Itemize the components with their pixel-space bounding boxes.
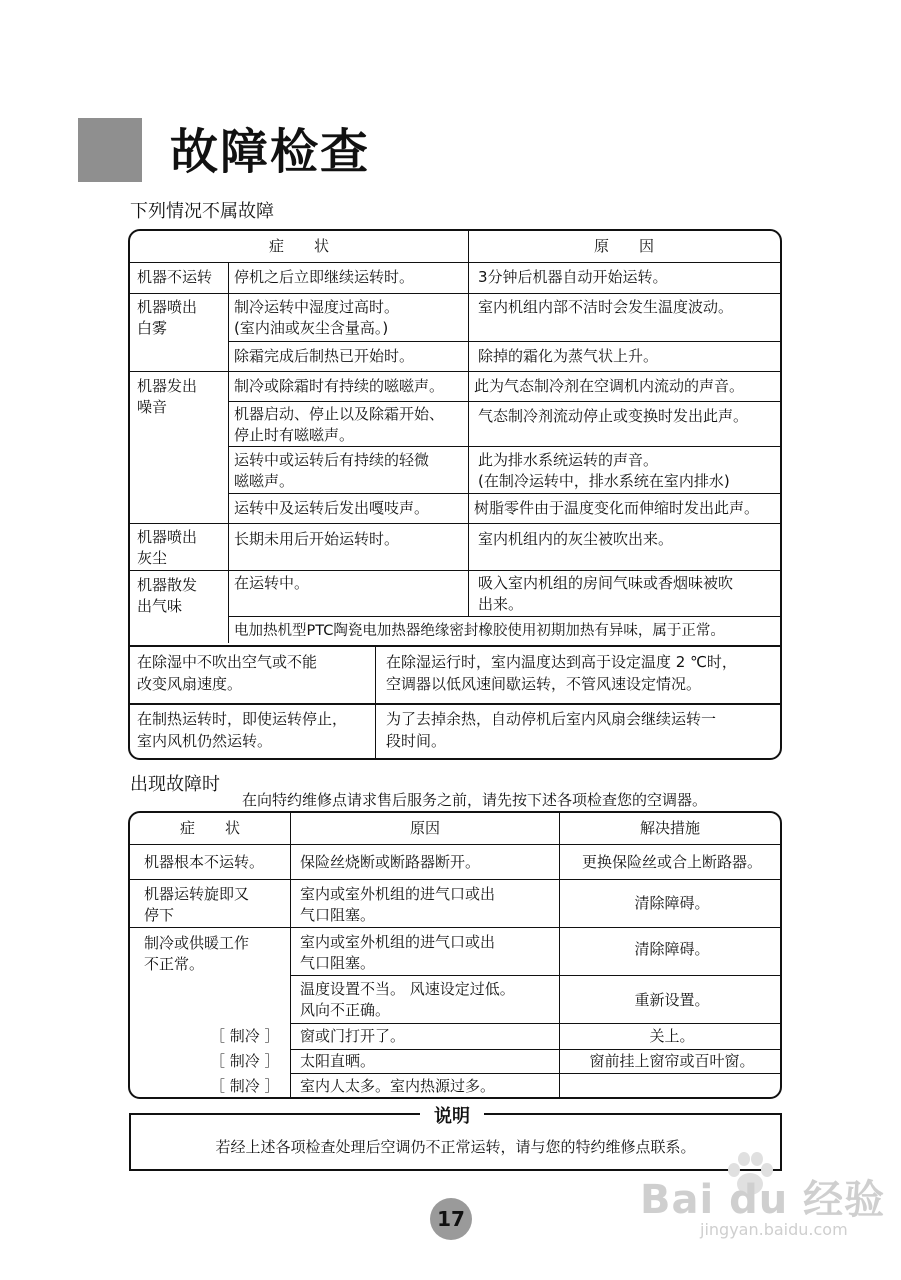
mode-tag: ［ 制冷 ］: [210, 1052, 280, 1070]
reason-text: (在制冷运转中，排水系统在室内排水): [478, 472, 730, 490]
symptom-text: 制冷或除霜时有持续的嗞嗞声。: [234, 377, 445, 395]
note-label: 说明: [420, 1102, 484, 1128]
symptom-text: 在制热运转时，即使运转停止，: [137, 710, 348, 728]
symptom-text: 停下: [144, 906, 175, 924]
page-title: 故障检查: [170, 124, 371, 180]
reason-text: 此为排水系统运转的声音。: [478, 451, 659, 469]
symptom-text: 在运转中。: [234, 574, 310, 592]
symptom-text: 除霜完成后制热已开始时。: [234, 347, 415, 365]
category-label: 机器发出: [137, 377, 198, 395]
reason-text: 室内或室外机组的进气口或出: [300, 885, 496, 903]
reason-text: 气口阻塞。: [300, 954, 376, 972]
reason-text: 出来。: [478, 595, 524, 613]
reason-text: 室内机组内部不洁时会发生温度波动。: [478, 298, 734, 316]
watermark-url: jingyan.baidu.com: [700, 1220, 848, 1239]
symptom-text: 停止时有嗞嗞声。: [234, 426, 355, 444]
fix-text: 关上。: [649, 1027, 695, 1045]
symptom-text: 制冷或供暖工作: [144, 934, 250, 952]
reason-text: 吸入室内机组的房间气味或香烟味被吹: [478, 574, 734, 592]
reason-text: 室内机组内的灰尘被吹出来。: [478, 530, 674, 548]
reason-text: 保险丝烧断或断路器断开。: [300, 853, 481, 871]
reason-text: 除掉的霜化为蒸气状上升。: [478, 347, 659, 365]
reason-text: 为了去掉余热，自动停机后室内风扇会继续运转一: [386, 710, 717, 728]
troubleshooting-table: [128, 811, 782, 1099]
symptom-text: 制冷运转中湿度过高时。: [234, 298, 400, 316]
reason-text: 室内或室外机组的进气口或出: [300, 933, 496, 951]
title-block-decoration: [78, 118, 142, 182]
page-number: 17: [430, 1198, 472, 1240]
fix-text: 更换保险丝或合上断路器。: [581, 853, 762, 871]
reason-text: 段时间。: [386, 732, 447, 750]
symptom-text: 改变风扇速度。: [137, 675, 243, 693]
fix-text: 重新设置。: [634, 991, 710, 1009]
mode-tag: ［ 制冷 ］: [210, 1077, 280, 1095]
header-reason: 原 因: [593, 237, 654, 255]
symptom-text: 机器启动、停止以及除霜开始、: [234, 405, 445, 423]
fix-text: 窗前挂上窗帘或百叶窗。: [589, 1052, 755, 1070]
section2-subheading: 在向特约维修点请求售后服务之前，请先按下述各项检查您的空调器。: [242, 791, 708, 809]
note-text: 若经上述各项检查处理后空调仍不正常运转，请与您的特约维修点联系。: [215, 1138, 696, 1156]
mode-tag: ［ 制冷 ］: [210, 1027, 280, 1045]
reason-text: 空调器以低风速间歇运转，不管风速设定情况。: [386, 675, 702, 693]
category-label: 噪音: [137, 398, 168, 416]
category-label: 机器散发: [137, 576, 198, 594]
category-label: 白雾: [137, 319, 168, 337]
category-label: 机器不运转: [137, 268, 213, 286]
symptom-text: 嗞嗞声。: [234, 472, 295, 490]
reason-text: 在除湿运行时，室内温度达到高于设定温度 2 ℃时，: [386, 653, 737, 671]
no-fault-table: [128, 229, 782, 760]
symptom-text: (室内油或灰尘含量高。): [234, 319, 389, 337]
reason-text: 太阳直晒。: [300, 1052, 376, 1070]
symptom-text: 机器运转旋即又: [144, 885, 250, 903]
symptom-text: 运转中及运转后发出嘎吱声。: [234, 499, 430, 517]
reason-text: 树脂零件由于温度变化而伸缩时发出此声。: [474, 499, 760, 517]
reason-text: 温度设置不当。 风速设定过低。: [300, 980, 515, 998]
ptc-note: 电加热机型PTC陶瓷电加热器绝缘密封橡胶使用初期加热有异味，属于正常。: [234, 623, 725, 639]
section1-heading: 下列情况不属故障: [130, 201, 274, 222]
header-symptom: 症 状: [268, 237, 329, 255]
category-label: 机器喷出: [137, 528, 198, 546]
header-fix: 解决措施: [639, 819, 700, 837]
reason-text: 室内人太多。室内热源过多。: [300, 1077, 496, 1095]
category-label: 灰尘: [137, 549, 168, 567]
header-symptom: 症 状: [179, 819, 240, 837]
watermark-logo: Bai du 经验: [640, 1177, 886, 1223]
category-label: 出气味: [137, 597, 183, 615]
section2-heading: 出现故障时: [130, 774, 220, 795]
category-label: 机器喷出: [137, 298, 198, 316]
symptom-text: 在除湿中不吹出空气或不能: [137, 653, 318, 671]
reason-text: 气态制冷剂流动停止或变换时发出此声。: [478, 407, 749, 425]
reason-text: 3分钟后机器自动开始运转。: [478, 268, 668, 286]
symptom-text: 室内风机仍然运转。: [137, 732, 273, 750]
symptom-text: 长期未用后开始运转时。: [234, 530, 400, 548]
reason-text: 风向不正确。: [300, 1001, 391, 1019]
fix-text: 清除障碍。: [634, 894, 710, 912]
symptom-text: 不正常。: [144, 955, 205, 973]
symptom-text: 停机之后立即继续运转时。: [234, 268, 415, 286]
symptom-text: 运转中或运转后有持续的轻微: [234, 451, 430, 469]
symptom-text: 机器根本不运转。: [144, 853, 265, 871]
fix-text: 清除障碍。: [634, 940, 710, 958]
reason-text: 窗或门打开了。: [300, 1027, 406, 1045]
reason-text: 气口阻塞。: [300, 906, 376, 924]
header-reason: 原因: [409, 819, 440, 837]
reason-text: 此为气态制冷剂在空调机内流动的声音。: [474, 377, 745, 395]
